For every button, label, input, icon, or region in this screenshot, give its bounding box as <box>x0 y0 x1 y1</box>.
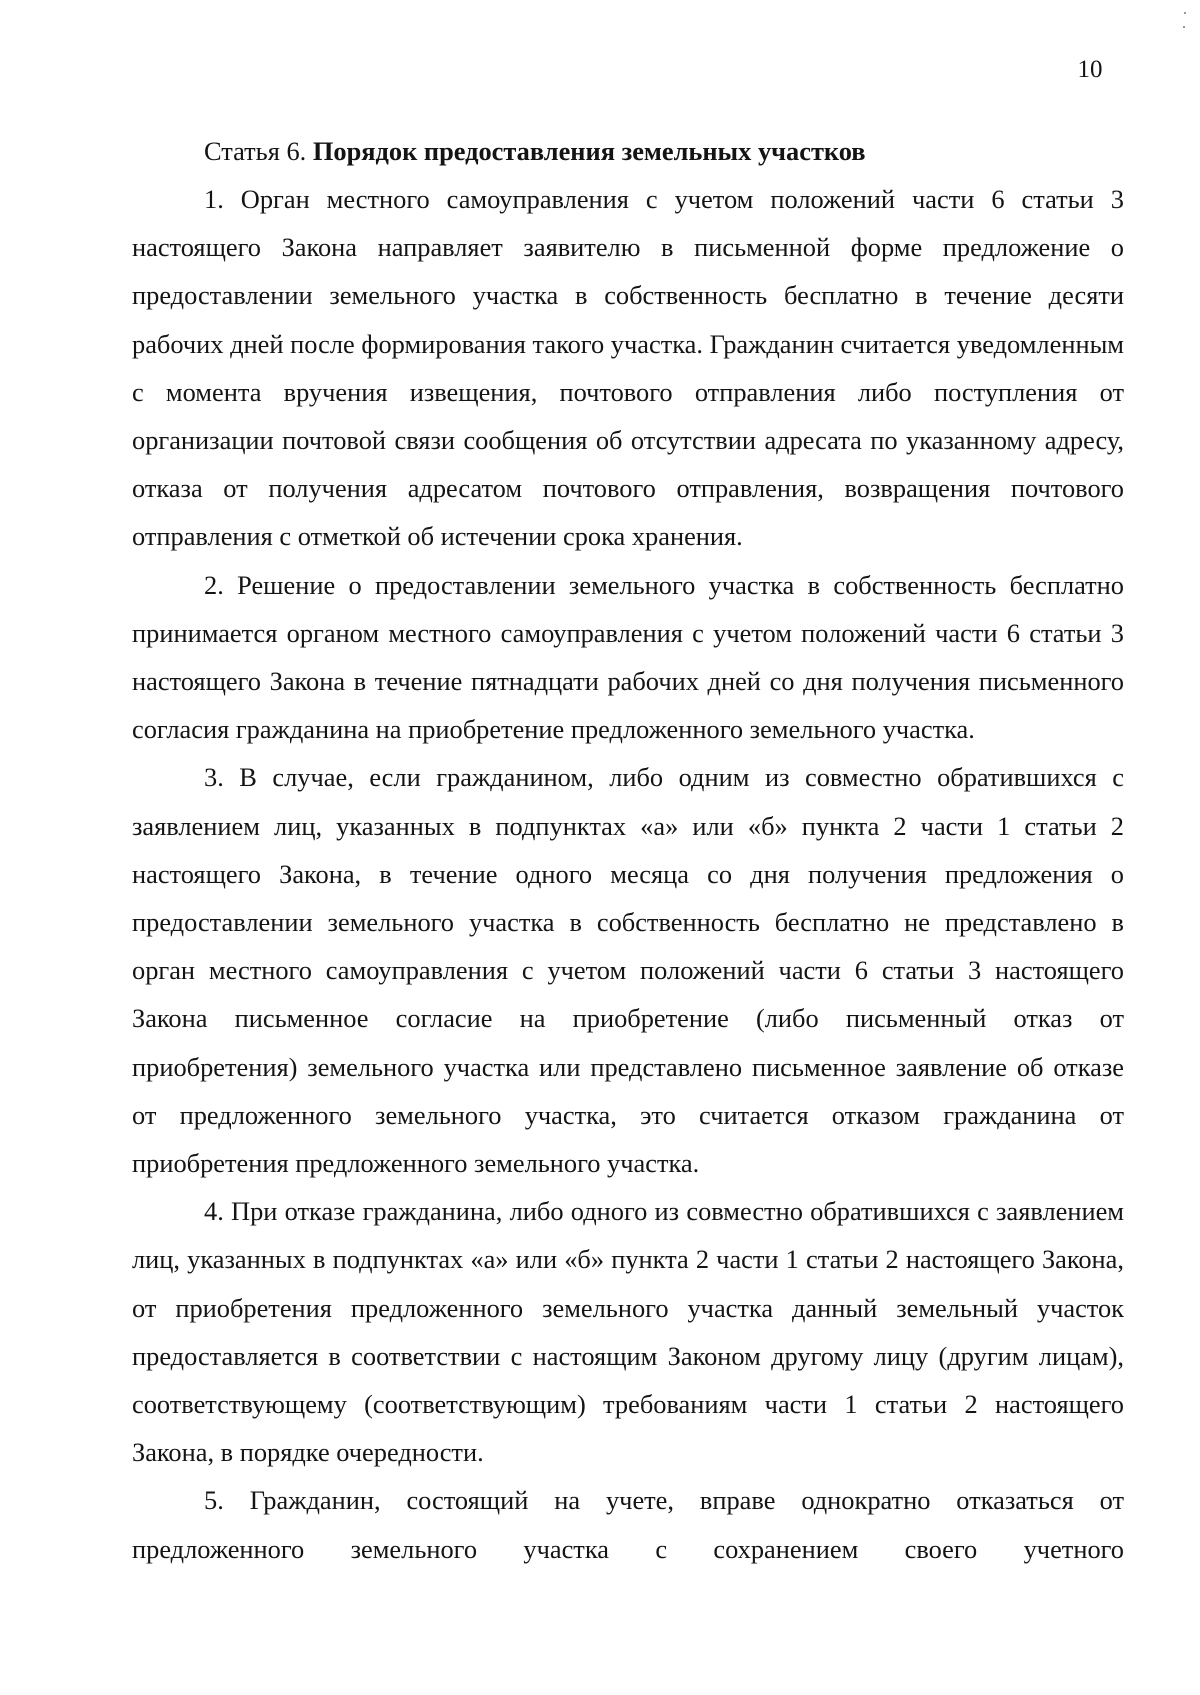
scan-speck <box>1183 26 1185 28</box>
paragraph-5: 5. Гражданин, состоящий на учете, вправе однократно отказаться от предложенного земельного участка с сохранением своего учетного <box>132 1485 1124 1564</box>
paragraph-4: 4. При отказе гражданина, либо одного из совместно обратившихся с заявлением лиц, указанных в подпунктах «а» или «б» пункта 2 части 1 статьи 2 настоящего Закона, от приобретения предложенного земельного участка данный земельный участок предоставляется в соответствии с настоящим Законом другому лицу (другим лицам), соответствующему (соответствующим) требованиям части 1 статьи 2 настоящего Закона, в порядке очередности. <box>132 1196 1124 1468</box>
page-number: 10 <box>1077 56 1103 83</box>
paragraph-2: 2. Решение о предоставлении земельного участка в собственность бесплатно принимается органом местного самоуправления с учетом положений части 6 статьи 3 настоящего Закона в течение пятнадцати рабочих дней со дня получения письменного согласия гражданина на приобретение предложенного земельного участка. <box>132 569 1124 745</box>
paragraph-3: 3. В случае, если гражданином, либо одним из совместно обратившихся с заявлением лиц, указанных в подпунктах «а» или «б» пункта 2 части 1 статьи 2 настоящего Закона, в течение одного месяца со дня получения предложения о предоставлении земельного участка в собственность бесплатно не представлено в орган местного самоуправления с учетом положений части 6 статьи 3 настоящего Закона письменное согласие на приобретение (либо письменный отказ от приобретения) земельного участка или представлено письменное заявление об отказе от предложенного земельного участка, это считается отказом гражданина от приобретения предложенного земельного участка. <box>132 762 1124 1179</box>
article-title: Порядок предоставления земельных участков <box>312 136 866 166</box>
paragraph-1: 1. Орган местного самоуправления с учетом положений части 6 статьи 3 настоящего Закона направляет заявителю в письменной форме предложение о предоставлении земельного участка в собственность бесплатно в течение десяти рабочих дней после формирования такого участка. Гражданин считается уведомленным с момента вручения извещения, почтового отправления либо поступления от организации почтовой связи сообщения об отсутствии адресата по указанному адресу, отказа от получения адресатом почтового отправления, возвращения почтового отправления с отметкой об истечении срока хранения. <box>132 184 1124 552</box>
document-body <box>132 127 1124 1573</box>
article-prefix: Статья 6. <box>204 136 307 166</box>
article-heading <box>132 127 1124 175</box>
scan-speck <box>1184 12 1186 14</box>
